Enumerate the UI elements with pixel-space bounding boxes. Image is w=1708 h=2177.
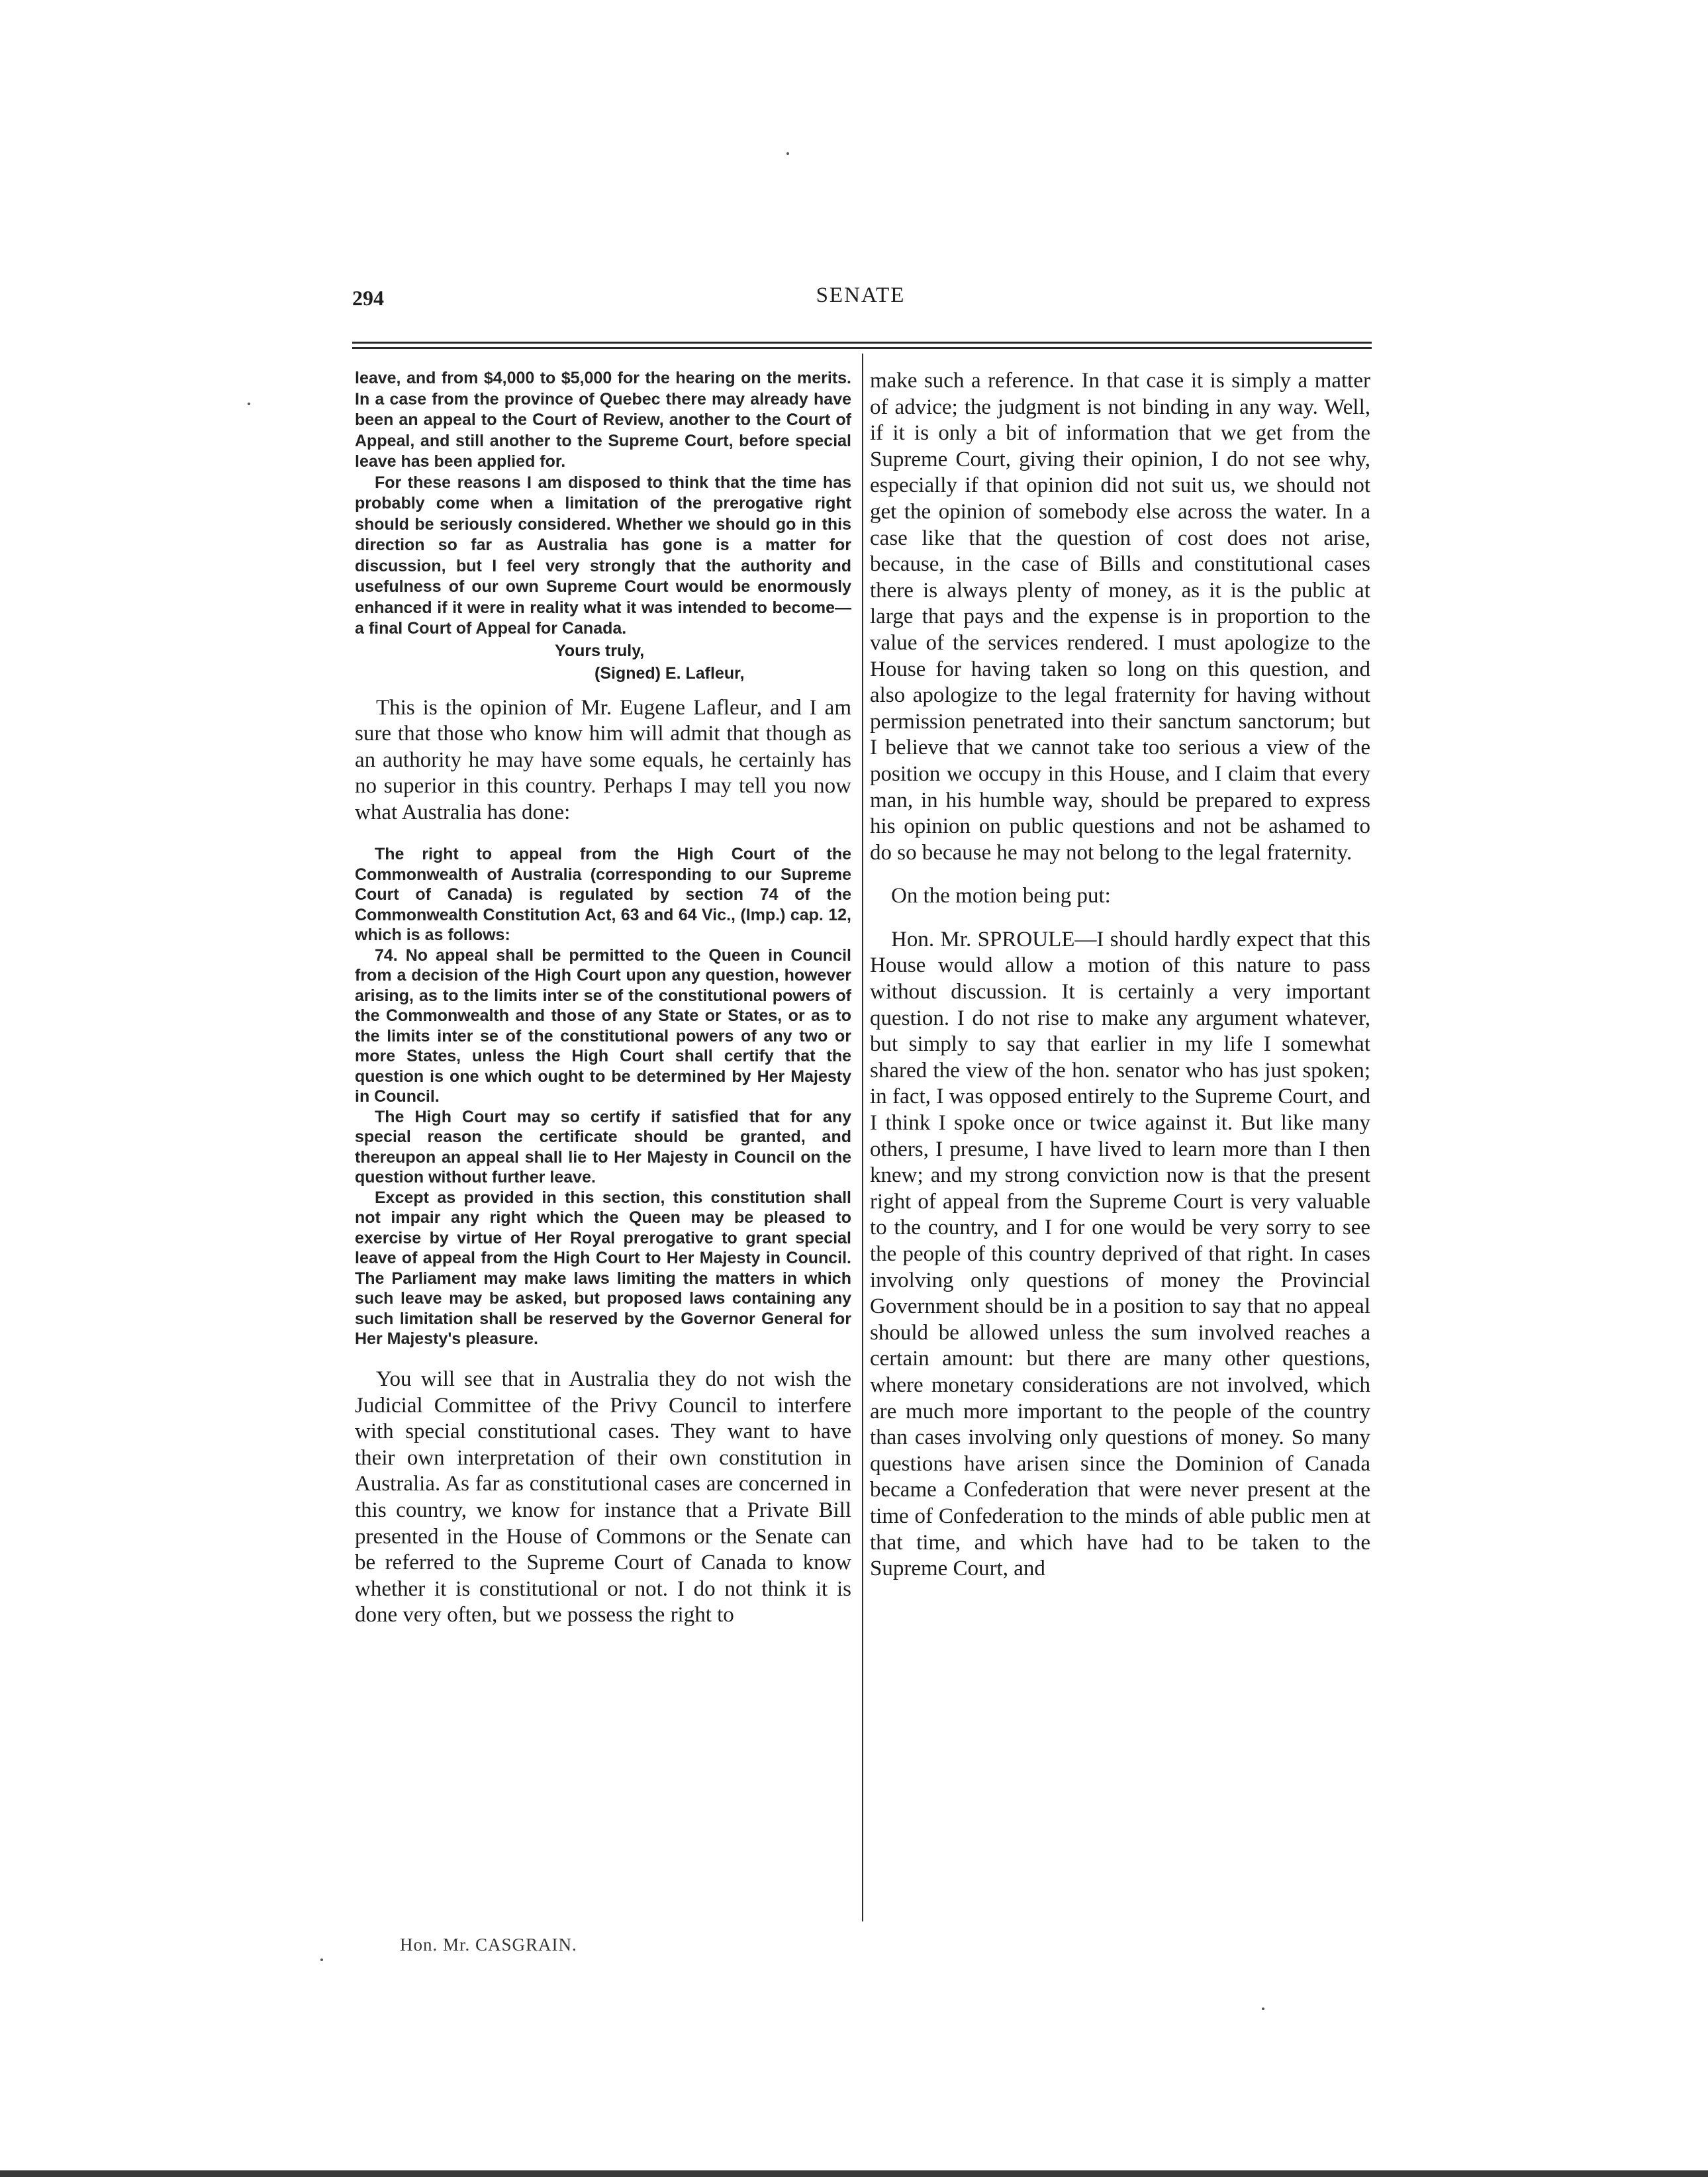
body-paragraph-continued: make such a reference. In that case it is simply a matter of advice; the judgment is not binding in any way. Well, if it is only a bit of information that we get from the Supreme Court, giving their opinion, I do not see why, especially if that opinion did not suit us, we should not get the opinion of somebody else across the water. In a case like that the question of cost does not arise, because, in the case of Bills and constitutional cases there is always plenty of money, as it is the public at large that pays and the expense is in proportion to the value of the services rendered. I must apologize to the House for having taken so long on this question, and also apologize to the legal fraternity for having without permission penetrated into their sanctum sanctorum; but I believe that we cannot take too serious a view of the position we occupy in this House, and I claim that every man, in his humble way, should be prepared to express his opinion on public questions and not be ashamed to do so because he may not belong to the legal fraternity. [870, 369, 1370, 865]
letter-signature: (Signed) E. Lafleur, [594, 663, 745, 683]
running-head: SENATE [816, 283, 906, 307]
header-rule-top [352, 342, 1372, 344]
quoted-section-74: 74. No appeal shall be permitted to the Queen in Council from a decision of the High Court upon any question, however arising, as to the limits inter se of the constitutional powers of the Commonwealth and those of any State or States, or as to the limits inter se of the constitutional powers of any two or more States, unless the High Court shall certify that the question is one which ought to be determined by Her Majesty in Council. [355, 945, 851, 1106]
scan-speck [1262, 2008, 1264, 2010]
body-paragraph: This is the opinion of Mr. Eugene Lafleur, and I am sure that those who know him will admit that though as an authority he may have some equals, he certainly has no superior in this country. Perhaps I may tell you now what Australia has done: [355, 695, 851, 824]
motion-note: On the motion being put: [891, 884, 1111, 908]
left-column [355, 368, 851, 1629]
page-number: 294 [352, 286, 384, 310]
scan-speck [786, 152, 789, 155]
speech-paragraph: Hon. Mr. SPROULE—I should hardly expect that this House would allow a motion of this nature to pass without discussion. It is certainly a very important question. I do not rise to make any argument whatever, but simply to say that earlier in my life I somewhat shared the view of the hon. senator who has just spoken; in fact, I was opposed entirely to the Supreme Court, and I think I spoke once or twice against it. But like many others, I presume, I have lived to learn more than I then knew; and my strong conviction now is that the present right of appeal from the Supreme Court is very valuable to the country, and I for one would be very sorry to see the people of this country deprived of that right. In cases involving only questions of money the Provincial Government should be in a position to say that no appeal should be allowed unless the sum involved reaches a certain amount: but there are many other questions, where monetary considerations are not involved, which are much more important to the people of the country than cases involving only questions of money. So many questions have arisen since the Dominion of Canada became a Confederation that were never present at the time of Confederation to the minds of able public men at that time, and which have had to be taken to the Supreme Court, and [870, 927, 1370, 1581]
scan-edge [0, 2170, 1708, 2177]
quoted-paragraph: Except as provided in this section, this constitution shall not impair any right which the Queen may be pleased to exercise by virtue of Her Royal prerogative to grant special leave of appeal from the High Court to Her Majesty in Council. The Parliament may make laws limiting the matters in which such leave may be asked, but proposed laws containing any such limitation shall be reserved by the Governor General for Her Majesty's pleasure. [355, 1188, 851, 1349]
letter-paragraph: For these reasons I am disposed to think that the time has probably come when a limitation of the prerogative right should be seriously considered. Whether we should go in this direction so far as Australia has gone is a matter for discussion, but I feel very strongly that the authority and usefulness of our own Supreme Court would be enormously enhanced if it were in reality what it was intended to become—a final Court of Appeal for Canada. [355, 473, 851, 638]
column-divider [862, 354, 863, 1921]
body-paragraph: You will see that in Australia they do not wish the Judicial Committee of the Privy Council to interfere with special constitutional cases. They want to have their own interpretation of their own constitution in Australia. As far as constitutional cases are concerned in this country, we know for instance that a Private Bill presented in the House of Commons or the Senate can be referred to the Supreme Court of Canada to know whether it is constitutional or not. I do not think it is done very often, but we possess the right to [355, 1367, 851, 1627]
scan-speck [248, 403, 250, 405]
quoted-paragraph: The High Court may so certify if satisfied that for any special reason the certificate should be granted, and thereupon an appeal shall lie to Her Majesty in Council on the question without further leave. [355, 1107, 851, 1187]
scan-speck [320, 1959, 323, 1961]
header-rule-bottom [352, 347, 1372, 349]
right-column [870, 368, 1370, 1582]
footer-speaker: Hon. Mr. CASGRAIN. [400, 1935, 577, 1955]
letter-paragraph: leave, and from $4,000 to $5,000 for the hearing on the merits. In a case from the province of Quebec there may already have been an appeal to the Court of Review, another to the Court of Appeal, and still another to the Supreme Court, before special leave has been applied for. [355, 369, 851, 471]
letter-closing: Yours truly, [555, 641, 645, 660]
quoted-paragraph: The right to appeal from the High Court of the Commonwealth of Australia (corresponding to our Supreme Court of Canada) is regulated by section 74 of the Commonwealth Constitution Act, 63 and 64 Vic., (Imp.) cap. 12, which is as follows: [355, 845, 851, 945]
